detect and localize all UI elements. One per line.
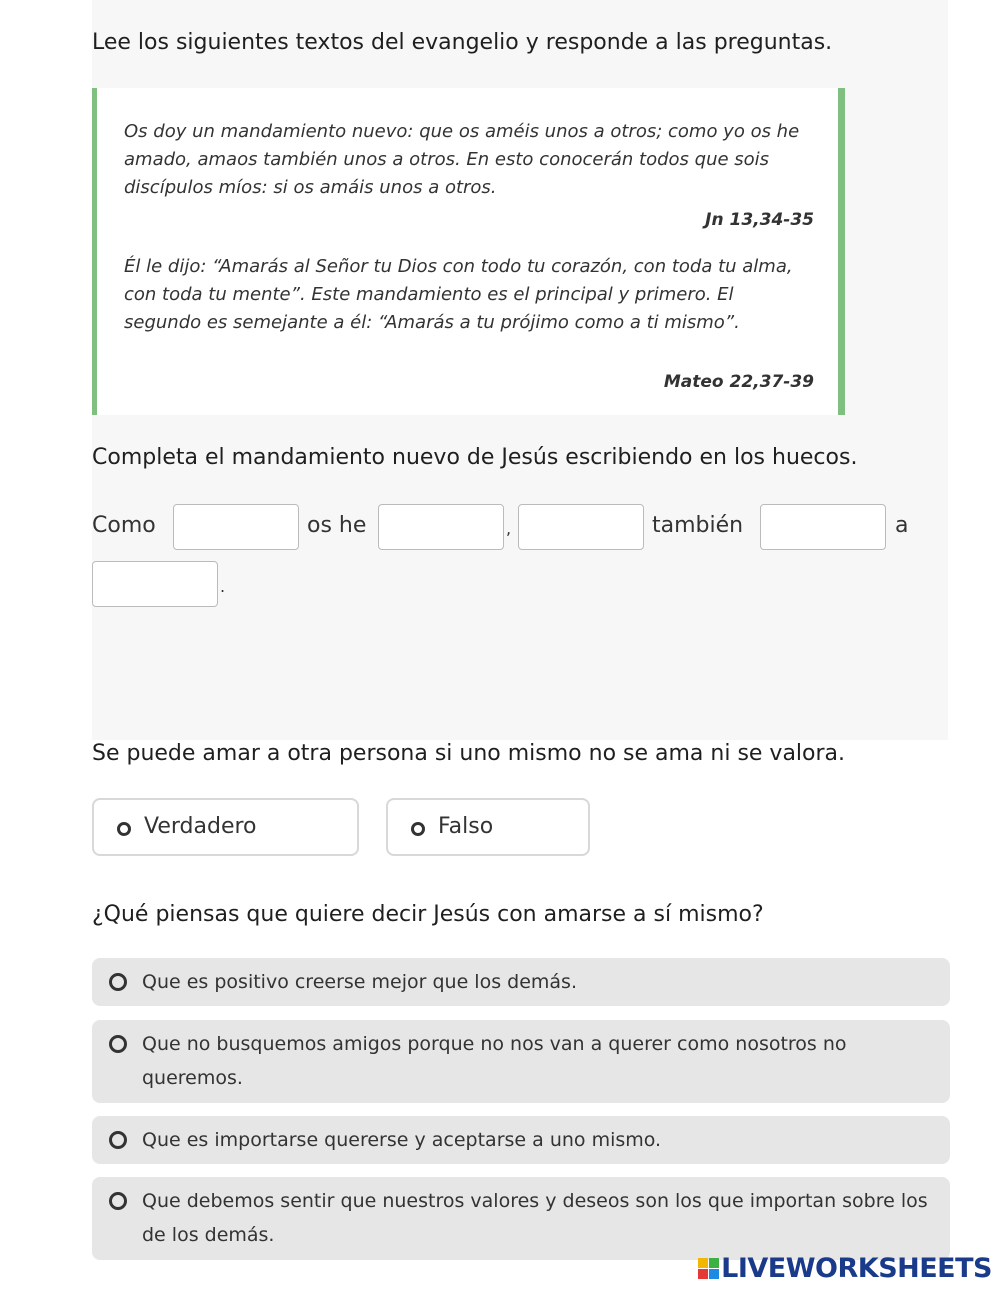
brand-logo-text: LIVEWORKSHEETS: [721, 1253, 992, 1284]
word-os-he: os he: [307, 513, 367, 538]
quote-ref-1: Jn 13,34-35: [705, 210, 814, 230]
radio-icon: [117, 822, 131, 836]
quote-text-2: Él le dijo: “Amarás al Señor tu Dios con todo tu corazón, con toda tu alma, con toda tu mente”. Este mandamiento es el principal y primero. El segundo es semejante a él: “Amarás a tu prójimo como a ti mismo”.: [124, 256, 793, 333]
radio-icon: [109, 1192, 127, 1210]
mc-section-title: ¿Qué piensas que quiere decir Jesús con amarse a sí mismo?: [92, 902, 764, 927]
period: .: [220, 577, 226, 596]
mc-option-4[interactable]: [92, 1177, 950, 1260]
fill-in-sentence: [92, 503, 952, 596]
radio-icon: [109, 973, 127, 991]
radio-icon: [411, 822, 425, 836]
blank-input-3[interactable]: [518, 504, 644, 550]
option-label: Que es positivo creerse mejor que los demás.: [142, 971, 577, 993]
option-label: Que es importarse quererse y aceptarse a uno mismo.: [142, 1129, 662, 1151]
option-verdadero[interactable]: [92, 798, 359, 856]
quote-ref-2: Mateo 22,37-39: [663, 372, 814, 392]
mc-option-1[interactable]: [92, 958, 950, 1006]
option-falso[interactable]: [386, 798, 590, 856]
option-label: Verdadero: [144, 814, 257, 839]
radio-icon: [109, 1035, 127, 1053]
blank-input-4[interactable]: [760, 504, 886, 550]
blank-input-1[interactable]: [173, 504, 299, 550]
radio-icon: [109, 1131, 127, 1149]
mc-option-3[interactable]: [92, 1116, 950, 1164]
instructions-title: Lee los siguientes textos del evangelio y responde a las preguntas.: [92, 30, 833, 55]
option-label: Que no busquemos amigos porque no nos van a querer como nosotros no queremos.: [142, 1033, 847, 1089]
tf-section-title: Se puede amar a otra persona si uno mismo no se ama ni se valora.: [92, 741, 846, 766]
quote-text-1: Os doy un mandamiento nuevo: que os améis unos a otros; como yo os he amado, amaos también unos a otros. En esto conocerán todos que sois discípulos míos: si os amáis unos a otros.: [124, 121, 800, 198]
comma: ,: [506, 519, 512, 538]
option-label: Que debemos sentir que nuestros valores y deseos son los que importan sobre los de los demás.: [142, 1190, 928, 1246]
word-como: Como: [92, 513, 156, 538]
word-a: a: [895, 513, 909, 538]
blank-input-2[interactable]: [378, 504, 504, 550]
gospel-quotes-box: [92, 88, 845, 415]
word-tambien: también: [652, 513, 744, 538]
blank-input-5[interactable]: [92, 561, 218, 607]
liveworksheets-logo-icon: [698, 1258, 720, 1280]
option-label: Falso: [438, 814, 494, 839]
fill-section-title: Completa el mandamiento nuevo de Jesús escribiendo en los huecos.: [92, 445, 858, 470]
mc-option-2[interactable]: [92, 1020, 950, 1103]
